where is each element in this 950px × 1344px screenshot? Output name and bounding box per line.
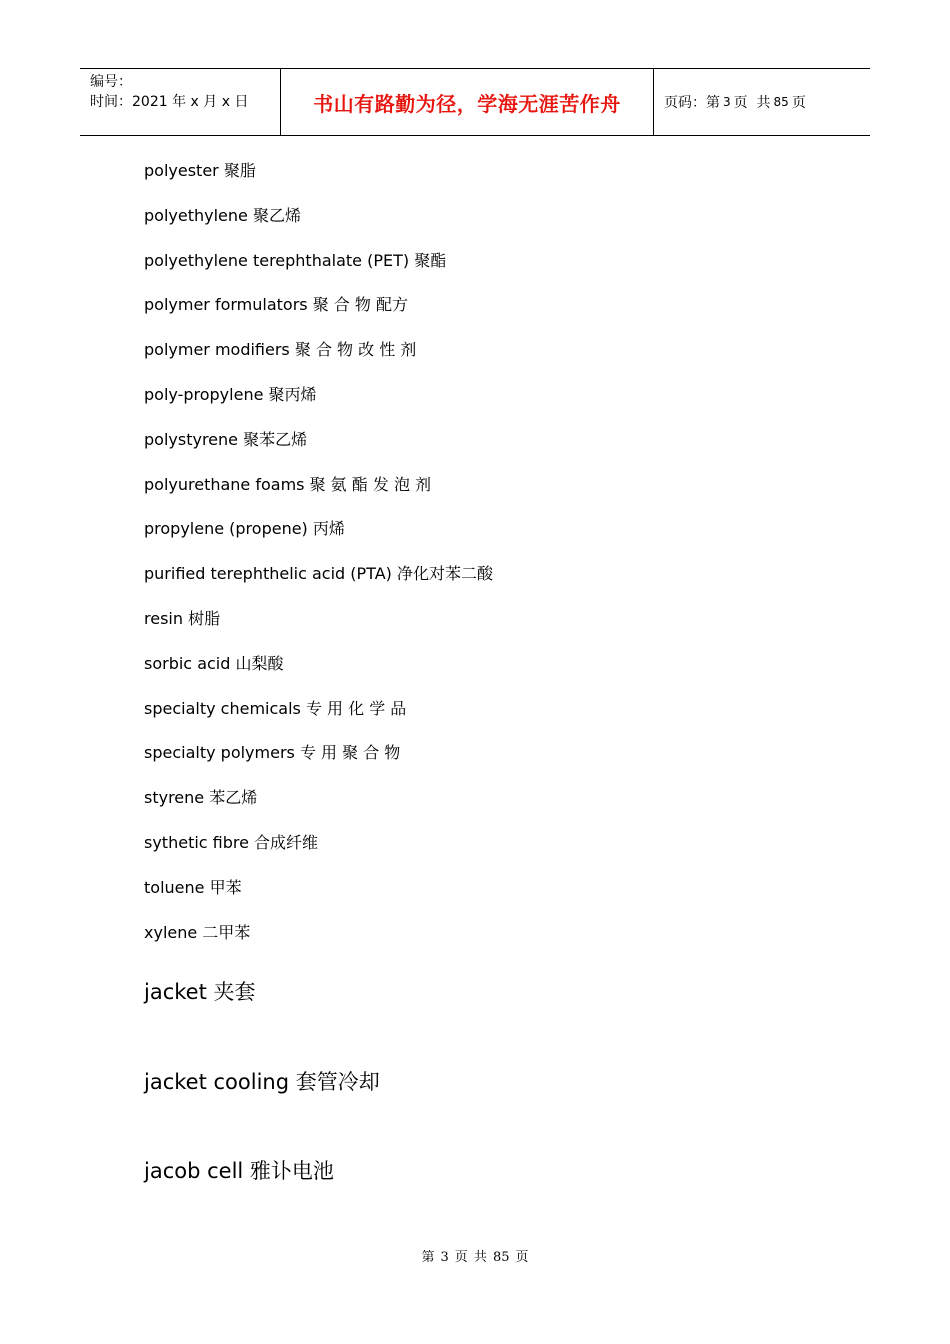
glossary-entry: polystyrene 聚苯乙烯 xyxy=(144,429,308,449)
glossary-entry: styrene 苯乙烯 xyxy=(144,788,258,808)
glossary-entry: polyethylene terephthalate (PET) 聚酯 xyxy=(144,250,447,270)
footer-suffix: 页 xyxy=(515,1250,529,1265)
page-mid: 页 共 xyxy=(733,95,771,111)
page-current: 3 xyxy=(723,95,731,109)
glossary-entry-large: jacob cell 雅讣电池 xyxy=(144,1159,334,1183)
glossary-list-large xyxy=(144,975,864,1244)
footer-current: 3 xyxy=(440,1250,449,1265)
glossary-entry: specialty polymers 专 用 聚 合 物 xyxy=(144,743,401,763)
document-time-label: 时间：2021 年 x 月 x 日 xyxy=(90,94,249,110)
glossary-entry: poly-propylene 聚丙烯 xyxy=(144,384,317,404)
glossary-entry: polyethylene 聚乙烯 xyxy=(144,205,301,225)
page-total: 85 xyxy=(773,95,789,109)
footer-prefix: 第 xyxy=(421,1250,435,1265)
page-prefix: 页码：第 xyxy=(664,95,720,111)
glossary-entry: polymer modifiers 聚 合 物 改 性 剂 xyxy=(144,340,417,360)
glossary-entry: specialty chemicals 专 用 化 学 品 xyxy=(144,698,407,718)
glossary-entry: toluene 甲苯 xyxy=(144,877,242,897)
glossary-entry: purified terephthelic acid (PTA) 净化对苯二酸 xyxy=(144,564,493,584)
document-number-label: 编号： xyxy=(90,74,132,90)
glossary-entry-large: jacket 夹套 xyxy=(144,980,256,1004)
glossary-list xyxy=(144,158,864,964)
header-motto: 书山有路勤为径，学海无涯苦作舟 xyxy=(313,91,621,116)
header-motto-cell xyxy=(281,69,654,135)
footer-total: 85 xyxy=(492,1250,510,1265)
glossary-entry: resin 树脂 xyxy=(144,608,221,628)
glossary-entry-large: jacket cooling 套管冷却 xyxy=(144,1069,380,1094)
footer-mid: 页 共 xyxy=(454,1250,487,1265)
glossary-entry: sythetic fibre 合成纤维 xyxy=(144,832,319,852)
page-suffix: 页 xyxy=(791,95,806,111)
header-page-cell xyxy=(654,69,870,135)
glossary-entry: propylene (propene) 丙烯 xyxy=(144,519,345,539)
page-header xyxy=(80,68,870,136)
glossary-entry: xylene 二甲苯 xyxy=(144,922,251,942)
page-footer xyxy=(0,1246,950,1265)
glossary-entry: polyurethane foams 聚 氨 酯 发 泡 剂 xyxy=(144,474,432,494)
glossary-entry: sorbic acid 山梨酸 xyxy=(144,653,284,673)
glossary-entry: polyester 聚脂 xyxy=(144,161,256,180)
header-info-cell xyxy=(80,69,281,135)
glossary-entry: polymer formulators 聚 合 物 配方 xyxy=(144,295,408,315)
